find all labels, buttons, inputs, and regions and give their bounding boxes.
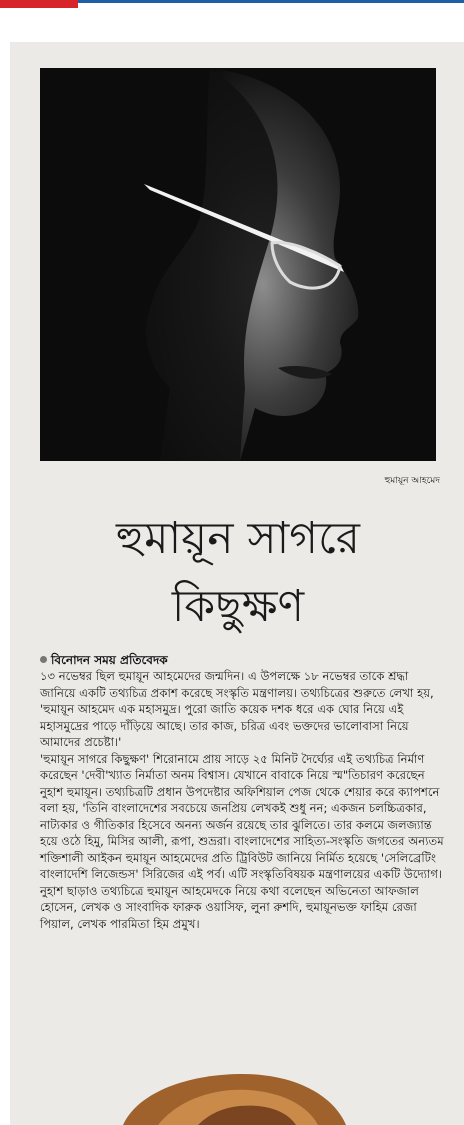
article-paragraph-2: 'হুমায়ূন সাগরে কিছুক্ষণ' শিরোনামে প্রায় সাড়ে ২৫ মিনিট দৈর্ঘ্যের এই তথ্যচিত্র নির্মাণ করেছেন 'দেবী'খ্যাত নির্মাতা অনম বিশ্বাস। যেখানে বাবাকে নিয়ে স্ম"তিচারণ করেছেন নুহাশ হুমায়ূন। তথ্যচিত্রটি প্রধান উপদেষ্টার অফিশিয়াল পেজ থেকে শেয়ার করে ক্যাপশনে বলা হয়, 'তিনি বাংলাদেশের সবচেয়ে জনপ্রিয় লেখকই শুধু নন; একজন চলচ্চিত্রকার, নাট্যকার ও গীতিকার হিসেবে অনন্য অর্জন রয়েছে তার ঝুলিতে। তার কলমে জলজ্যান্ত হয়ে ওঠে হিমু, মিসির আলী, রূপা, শুভ্ররা। বাংলাদেশের সাহিত্য-সংস্কৃতি জগতের অন্যতম শক্তিশালী আইকন হুমায়ূন আহমেদের প্রতি ট্রিবিউট জানিয়ে নির্মিত হয়েছে 'সেলিব্রেটিং বাংলাদেশি লিজেন্ডস' সিরিজের এই পর্ব। এটি সংস্কৃতিবিষয়ক মন্ত্রণালয়ের একটি উদ্যোগ। নুহাশ ছাড়াও তথ্যচিত্রে হুমায়ূন আহমেদকে নিয়ে কথা বলেছেন অভিনেতা আফজাল হোসেন, লেখক ও সাংবাদিক ফারুক ওয়াসিফ, লুনা রুশদি, হুমায়ূনভক্ত ফাহিম রেজা পিয়াল, লেখক পারমিতা হিম প্রমুখ। <box>40 751 444 931</box>
top-accent-blue <box>78 0 464 3</box>
bullet-icon <box>40 656 47 663</box>
headline-line-1: হুমায়ূন সাগরে <box>116 513 360 564</box>
byline-text: বিনোদন সময় প্রতিবেদক <box>51 653 168 667</box>
photo-caption: হুমায়ূন আহমেদ <box>384 476 440 486</box>
article-paragraph-1: ১৩ নভেম্বর ছিল হুমায়ূন আহমেদের জন্মদিন। এ উপলক্ষে ১৮ নভেম্বর তাকে শ্রদ্ধা জানিয়ে একটি তথ্যচিত্র প্রকাশ করেছে সংস্কৃতি মন্ত্রণালয়। তথ্যচিত্রের শুরুতে লেখা হয়, 'হুমায়ূন আহমেদ এক মহাসমুদ্র। পুরো জাতি কয়েক দশক ধরে এক ঘোর নিয়ে এই মহাসমুদ্রের পাড়ে দাঁড়িয়ে আছে। তার কাজ, চরিত্র এবং ভক্তদের ভালোবাসা নিয়ে আমাদের প্রচেষ্টা।' <box>40 669 434 749</box>
author-portrait-photo <box>40 68 436 461</box>
inset-photo-illustration <box>118 1072 348 1125</box>
top-accent-bar <box>0 0 464 8</box>
article-headline <box>40 505 436 641</box>
top-accent-red <box>0 0 78 8</box>
inset-photo <box>118 1072 348 1125</box>
article-body <box>40 668 444 932</box>
headline-line-2: কিছুক্ষণ <box>171 581 305 632</box>
portrait-illustration <box>40 68 436 461</box>
